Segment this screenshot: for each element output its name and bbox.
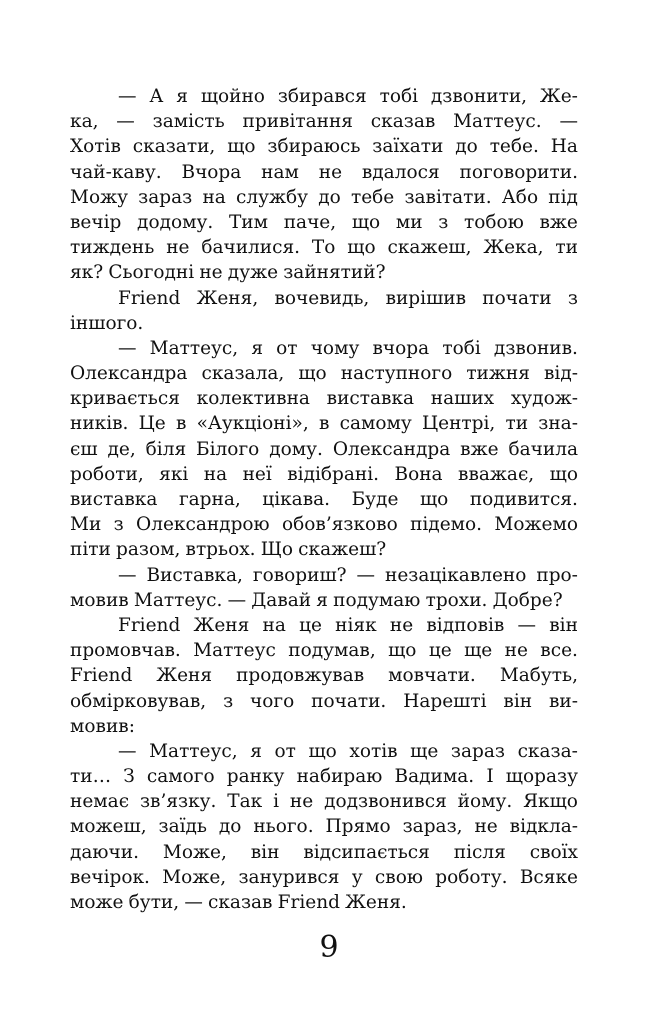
text-line: Хотів сказати, що збираюсь заїхати до тебе. На: [70, 136, 578, 158]
body-text: [70, 84, 578, 915]
text-line: вечір додому. Тим паче, що ми з тобою вже: [70, 211, 578, 233]
text-line: Friend Женя, вочевидь, вирішив почати з: [118, 287, 578, 309]
text-line: тиждень не бачилися. То що скажеш, Жека, ти: [70, 237, 578, 259]
text-line: як? Сьогодні не дуже зайнятий?: [70, 262, 386, 284]
text-line: ка, — замість привітання сказав Маттеус. —: [70, 111, 578, 133]
text-line: можеш, заїдь до нього. Прямо зараз, не відкла-: [70, 816, 578, 838]
text-line: мовив:: [70, 715, 135, 737]
text-line: — Маттеус, я от що хотів ще зараз сказа-: [118, 740, 578, 762]
text-line: промовчав. Маттеус подумав, що це ще не все.: [70, 640, 578, 662]
text-line: піти разом, втрьох. Що скажеш?: [70, 539, 387, 561]
text-line: іншого.: [70, 312, 144, 334]
text-line: чай-каву. Вчора нам не вдалося поговорити.: [70, 161, 578, 183]
text-line: Friend Женя на це ніяк не відповів — він: [118, 614, 578, 636]
text-line: — А я щойно збирався тобі дзвонити, Же-: [118, 86, 578, 107]
text-line: роботи, які на неї відібрані. Вона вважає, що: [70, 463, 578, 485]
text-line: Ми з Олександрою обов’язково підемо. Можемо: [70, 514, 578, 536]
text-line: Олександра сказала, що наступного тижня від-: [70, 363, 578, 385]
text-line: даючи. Може, він відсипається після своїх: [70, 841, 578, 863]
text-line: немає зв’язку. Так і не додзвонився йому. Якщо: [70, 791, 578, 813]
text-line: мовив Маттеус. — Давай я подумаю трохи. Добре?: [70, 589, 563, 611]
text-line: обмірковував, з чого почати. Нарешті він ви-: [70, 690, 578, 712]
text-line: Можу зараз на службу до тебе завітати. Або під: [70, 186, 578, 208]
text-line: Friend Женя продовжував мовчати. Мабуть,: [70, 665, 578, 687]
text-line: — Виставка, говориш? — незацікавлено про-: [118, 564, 578, 586]
text-line: — Маттеус, я от чому вчора тобі дзвонив.: [118, 337, 578, 359]
text-line: виставка гарна, цікава. Буде що подивится.: [70, 489, 578, 510]
text-line: ників. Це в «Аукціоні», в самому Центрі, ти зна-: [70, 413, 578, 435]
text-line: ти… З самого ранку набираю Вадима. І щоразу: [70, 766, 578, 788]
text-line: може бути, — сказав Friend Женя.: [70, 892, 407, 913]
page-number: 9: [319, 930, 339, 965]
text-line: єш де, біля Білого дому. Олександра вже бачила: [70, 438, 578, 460]
text-line: вечірок. Може, занурився у свою роботу. Всяке: [70, 866, 578, 888]
text-line: кривається колективна виставка наших худож-: [70, 388, 578, 410]
